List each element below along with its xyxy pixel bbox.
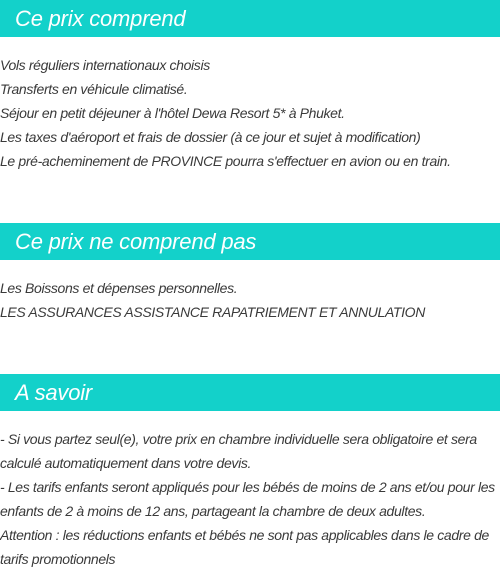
list-item: - Si vous partez seul(e), votre prix en chambre individuelle sera obligatoire et sera calculé automatiquement dans votre devis. <box>0 431 477 471</box>
section-header-not-included <box>0 223 500 260</box>
list-item: - Les tarifs enfants seront appliqués pour les bébés de moins de 2 ans et/ou pour les enfants de 2 à moins de 12 ans, partageant la chambre de deux adultes. <box>0 479 495 519</box>
section-body-not-included <box>0 276 500 324</box>
list-item: Les taxes d'aéroport et frais de dossier (à ce jour et sujet à modification) <box>0 129 421 145</box>
list-item: Les Boissons et dépenses personnelles. <box>0 280 238 296</box>
list-item: Vols réguliers internationaux choisis <box>0 57 210 73</box>
section-body-good-to-know <box>0 427 500 571</box>
section-body-included <box>0 53 500 173</box>
section-title-included: Ce prix comprend <box>15 6 186 31</box>
list-item: LES ASSURANCES ASSISTANCE RAPATRIEMENT ET ANNULATION <box>0 304 425 320</box>
section-header-included <box>0 0 500 37</box>
list-item: Attention : les réductions enfants et bébés ne sont pas applicables dans le cadre de tarifs promotionnels <box>0 527 489 567</box>
section-title-good-to-know: A savoir <box>15 380 93 405</box>
section-header-good-to-know <box>0 374 500 411</box>
section-title-not-included: Ce prix ne comprend pas <box>15 229 257 254</box>
list-item: Le pré-acheminement de PROVINCE pourra s'effectuer en avion ou en train. <box>0 153 451 169</box>
list-item: Transferts en véhicule climatisé. <box>0 81 188 97</box>
list-item: Séjour en petit déjeuner à l'hôtel Dewa Resort 5* à Phuket. <box>0 105 345 121</box>
